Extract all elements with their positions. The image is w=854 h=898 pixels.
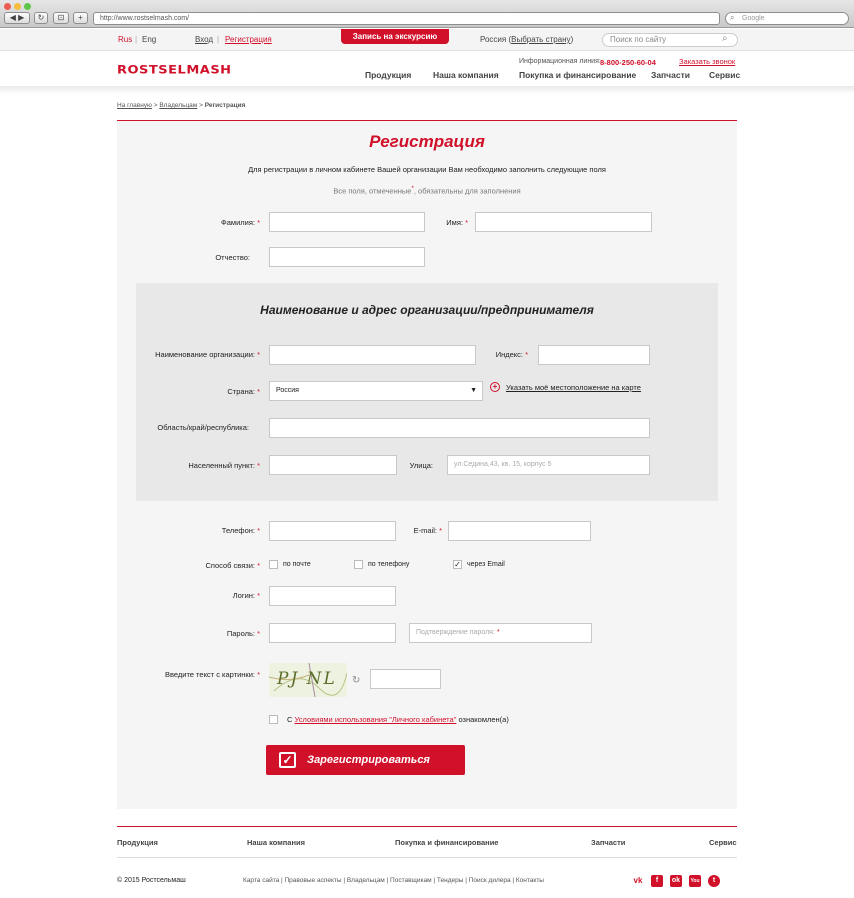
youtube-icon[interactable]: You — [689, 875, 701, 887]
contact-method-label: Способ связи: * — [205, 561, 260, 570]
page-title: Регистрация — [369, 132, 485, 151]
address-bar[interactable]: http://www.rostselmash.com/ — [93, 12, 720, 25]
captcha-label: Введите текст с картинки: * — [164, 670, 260, 679]
breadcrumb-home[interactable]: На главную — [117, 102, 152, 109]
locality-label-text: Населенный пункт: — [188, 461, 255, 470]
terms-text — [287, 715, 509, 724]
region-label: Область/край/республика: — [157, 423, 249, 432]
by-email-checkbox[interactable]: ✓ — [454, 560, 461, 569]
contact-method-label-text: Способ связи: — [205, 561, 255, 570]
password-label-text: Пароль: — [226, 629, 255, 638]
site-search-input[interactable] — [602, 33, 738, 47]
locality-label: Населенный пункт: * — [188, 461, 260, 470]
org-name-label: Наименование организации: * — [155, 350, 260, 359]
nav-service[interactable]: Сервис — [709, 70, 741, 80]
close-window-icon[interactable] — [4, 3, 11, 10]
terms-suffix: ознакомлен(а) — [458, 715, 509, 724]
register-button[interactable] — [266, 745, 465, 775]
required-note-text-b: , обязательны для заполнения — [413, 186, 521, 196]
street-label: Улица: — [409, 461, 433, 470]
footer-top-line — [117, 826, 737, 827]
lang-en-link[interactable]: Eng — [142, 35, 157, 44]
hotline-number[interactable]: 8-800-250-60-04 — [600, 58, 656, 67]
footer-nav-parts[interactable]: Запчасти — [591, 838, 626, 847]
nav-purchase[interactable]: Покупка и финансирование — [519, 70, 637, 80]
region-label: Россия (Выбрать страну) — [480, 35, 574, 44]
breadcrumb-owners[interactable]: Владельцам — [159, 102, 198, 109]
register-link[interactable]: Регистрация — [225, 35, 272, 44]
captcha-label-text: Введите текст с картинки: — [164, 670, 255, 679]
footer-nav-company[interactable]: Наша компания — [247, 838, 305, 847]
search-placeholder: Google — [742, 15, 765, 22]
footer-nav-service[interactable]: Сервис — [709, 838, 737, 847]
email-label: E-mail: * — [413, 526, 442, 535]
patronymic-label: Отчество: — [215, 253, 250, 262]
phone-input[interactable] — [269, 521, 396, 541]
password-confirm-input[interactable]: Подтверждение пароля: * — [409, 623, 592, 643]
surname-input[interactable] — [269, 212, 425, 232]
footer-divider — [117, 857, 737, 858]
browser-chrome — [0, 0, 854, 28]
region-input[interactable] — [269, 418, 650, 438]
refresh-captcha-icon[interactable]: ↻ — [352, 675, 361, 686]
surname-label: Фамилия: * — [221, 218, 260, 227]
phone-label: Телефон: * — [221, 526, 260, 535]
by-phone-label: по телефону — [368, 561, 410, 568]
hotline-label: Информационная линия: — [519, 58, 601, 65]
name-label: Имя: * — [446, 218, 468, 227]
surname-label-text: Фамилия: — [221, 218, 255, 227]
logo[interactable]: ROSTSELMASH — [117, 64, 232, 77]
show-location-link[interactable]: Указать моё местоположение на карте — [506, 383, 641, 392]
copyright: © 2015 Ростсельмаш — [117, 877, 186, 884]
vk-icon[interactable]: vk — [633, 876, 643, 885]
form-intro: Для регистрации в личном кабинете Вашей организации Вам необходимо заполнить следующие поля — [248, 165, 606, 174]
footer-nav-products[interactable]: Продукция — [117, 838, 158, 847]
email-input[interactable] — [448, 521, 591, 541]
captcha-image — [269, 663, 347, 697]
by-post-label: по почте — [283, 561, 311, 568]
nav-parts[interactable]: Запчасти — [651, 70, 690, 80]
index-label: Индекс: * — [495, 350, 528, 359]
browser-search-field[interactable] — [725, 12, 849, 25]
site-search-placeholder: Поиск по сайту — [610, 35, 667, 44]
terms-prefix: С — [287, 715, 293, 724]
index-label-text: Индекс: — [495, 350, 523, 359]
phone-label-text: Телефон: — [221, 526, 255, 535]
country-value: Россия — [276, 387, 299, 394]
name-input[interactable] — [475, 212, 652, 232]
search-icon[interactable]: ⌕ — [722, 33, 728, 44]
country-select[interactable] — [269, 381, 483, 401]
by-email-label: через Email — [467, 561, 505, 568]
login-label: Логин: * — [232, 591, 260, 600]
org-section-title: Наименование и адрес организации/предпринимателя — [260, 303, 594, 317]
country-label: Страна: * — [227, 387, 260, 396]
facebook-icon[interactable]: f — [651, 875, 663, 887]
new-tab-button[interactable]: + — [73, 12, 88, 24]
back-forward-buttons[interactable]: ◀ ▶ — [4, 12, 30, 24]
location-pin-icon[interactable]: + — [490, 382, 500, 392]
breadcrumb: На главную > Владельцам > Регистрация — [117, 102, 246, 109]
region-name: Россия — [480, 35, 507, 44]
check-icon: ✓ — [279, 752, 296, 768]
twitter-icon[interactable]: t — [708, 875, 720, 887]
captcha-text: PJ NL — [277, 669, 337, 689]
odnoklassniki-icon[interactable]: ok — [670, 875, 682, 887]
password-input[interactable] — [269, 623, 396, 643]
excursion-button[interactable]: Запись на экскурсию — [341, 29, 449, 44]
patronymic-input[interactable] — [269, 247, 425, 267]
street-placeholder: ул.Седина,43, кв. 15, корпус 5 — [454, 461, 552, 468]
breadcrumb-current: Регистрация — [204, 102, 246, 109]
terms-link[interactable]: Условиями использования "Личного кабинета" — [294, 715, 457, 724]
reload-button[interactable]: ↻ — [34, 12, 48, 24]
auth-separator: | — [217, 35, 220, 44]
share-icon[interactable]: ⊡ — [53, 12, 69, 24]
choose-country-link[interactable]: Выбрать страну — [511, 35, 571, 44]
captcha-input[interactable] — [370, 669, 441, 689]
login-link[interactable]: Вход — [195, 35, 214, 44]
password-confirm-placeholder: Подтверждение пароля: — [416, 629, 495, 636]
lang-separator: | — [135, 35, 138, 44]
nav-products[interactable]: Продукция — [365, 70, 412, 80]
by-post-checkbox[interactable] — [269, 560, 278, 569]
country-label-text: Страна: — [227, 387, 255, 396]
required-note-text-a: Все поля, отмеченные — [333, 186, 412, 196]
required-note: Все поля, отмеченные*, обязательны для заполнения — [333, 185, 521, 196]
org-name-input[interactable] — [269, 345, 476, 365]
footer-nav-purchase[interactable]: Покупка и финансирование — [395, 838, 499, 847]
org-name-label-text: Наименование организации: — [155, 350, 255, 359]
locality-input[interactable] — [269, 455, 397, 475]
by-phone-checkbox[interactable] — [354, 560, 363, 569]
callback-link[interactable]: Заказать звонок — [679, 57, 736, 66]
email-label-text: E-mail: — [413, 526, 437, 535]
chevron-down-icon: ▼ — [470, 387, 477, 394]
name-label-text: Имя: — [446, 218, 463, 227]
password-label: Пароль: * — [226, 629, 260, 638]
terms-checkbox[interactable] — [269, 715, 278, 724]
lang-ru-link[interactable]: Rus — [118, 35, 133, 44]
nav-company[interactable]: Наша компания — [433, 70, 499, 80]
login-input[interactable] — [269, 586, 396, 606]
header-shadow — [0, 86, 854, 94]
index-input[interactable] — [538, 345, 650, 365]
footer-links[interactable]: Карта сайта | Правовые аспекты | Владельцам | Поставщикам | Тендеры | Поиск дилера | Контакты — [243, 877, 544, 884]
register-button-label: Зарегистрироваться — [307, 754, 430, 766]
search-icon: ⌕ — [730, 13, 735, 22]
street-input[interactable] — [447, 455, 650, 475]
minimize-window-icon[interactable] — [14, 3, 21, 10]
zoom-window-icon[interactable] — [24, 3, 31, 10]
login-label-text: Логин: — [232, 591, 255, 600]
